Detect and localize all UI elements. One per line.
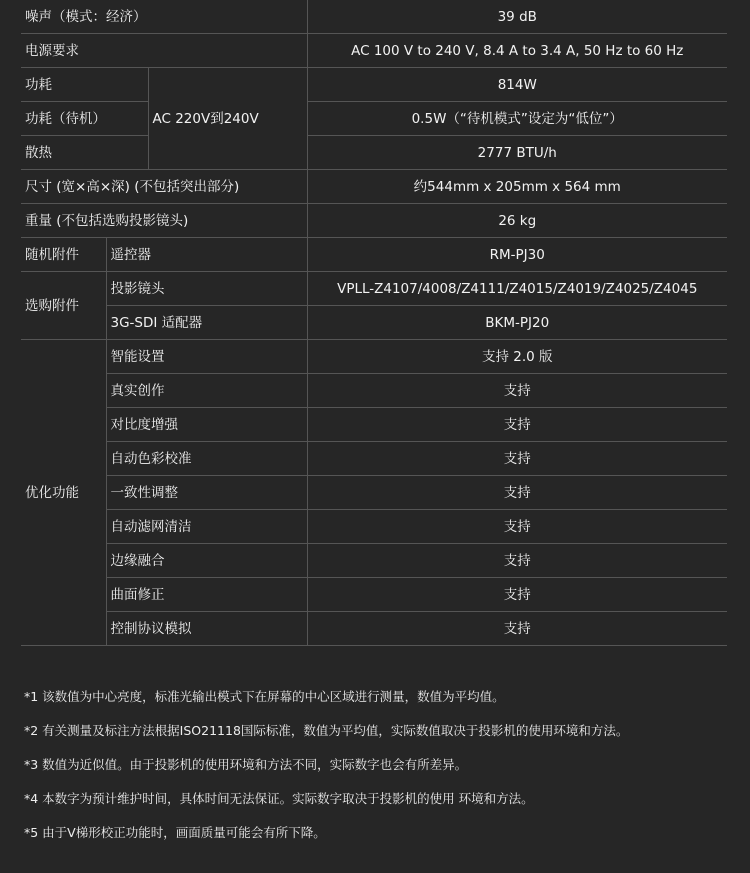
- row-label-weight: 重量 (不包括选购投影镜头): [21, 204, 307, 238]
- table-row: [21, 0, 727, 34]
- row-sub-feature: 智能设置: [106, 340, 307, 374]
- row-sub-feature: 自动滤网清洁: [106, 510, 307, 544]
- footnotes: [24, 688, 734, 858]
- row-value-feature: 支持: [307, 510, 727, 544]
- row-value-heat: 2777 BTU/h: [307, 136, 727, 170]
- row-label-features: 优化功能: [21, 340, 106, 646]
- power-group-label: AC 220V到240V: [148, 68, 307, 170]
- row-value-power: 814W: [307, 68, 727, 102]
- footnote: *1 该数值为中心亮度，标准光输出模式下在屏幕的中心区域进行测量，数值为平均值。: [24, 689, 505, 704]
- row-sub-feature: 自动色彩校准: [106, 442, 307, 476]
- table-row: [21, 238, 727, 272]
- row-value-optional-sdi: BKM-PJ20: [307, 306, 727, 340]
- table-row: [21, 544, 727, 578]
- row-sub-feature: 真实创作: [106, 374, 307, 408]
- row-value-dimensions: 约544mm x 205mm x 564 mm: [307, 170, 727, 204]
- table-row: [21, 170, 727, 204]
- row-value-feature: 支持: [307, 476, 727, 510]
- table-row: [21, 476, 727, 510]
- row-value-optional-lens: VPLL-Z4107/4008/Z4111/Z4015/Z4019/Z4025/Z4045: [307, 272, 727, 306]
- row-value-weight: 26 kg: [307, 204, 727, 238]
- row-sub-feature: 对比度增强: [106, 408, 307, 442]
- row-sub-feature: 边缘融合: [106, 544, 307, 578]
- row-label-power: 功耗: [21, 68, 148, 102]
- row-sub-feature: 曲面修正: [106, 578, 307, 612]
- row-label-power-req: 电源要求: [21, 34, 307, 68]
- row-sub-feature: 控制协议模拟: [106, 612, 307, 646]
- row-value-feature: 支持: [307, 442, 727, 476]
- table-row: [21, 102, 727, 136]
- row-value-power-req: AC 100 V to 240 V, 8.4 A to 3.4 A, 50 Hz to 60 Hz: [307, 34, 727, 68]
- row-sub-optional-sdi: 3G-SDI 适配器: [106, 306, 307, 340]
- footnote: *3 数值为近似值。由于投影机的使用环境和方法不同，实际数字也会有所差异。: [24, 757, 468, 772]
- row-value-feature: 支持: [307, 408, 727, 442]
- row-sub-optional-lens: 投影镜头: [106, 272, 307, 306]
- table-row: [21, 340, 727, 374]
- row-value-feature: 支持: [307, 544, 727, 578]
- row-value-feature: 支持: [307, 612, 727, 646]
- table-row: [21, 612, 727, 646]
- footnote: *2 有关测量及标注方法根据ISO21118国际标准，数值为平均值，实际数值取决于投影机的使用环境和方法。: [24, 723, 629, 738]
- table-row: [21, 408, 727, 442]
- row-value-standby: 0.5W（“待机模式”设定为“低位”）: [307, 102, 727, 136]
- table-row: [21, 442, 727, 476]
- table-row: [21, 204, 727, 238]
- row-sub-supplied: 遥控器: [106, 238, 307, 272]
- row-value-feature: 支持 2.0 版: [307, 340, 727, 374]
- table-row: [21, 136, 727, 170]
- footnote: *5 由于V梯形校正功能时，画面质量可能会有所下降。: [24, 825, 326, 840]
- row-value-feature: 支持: [307, 578, 727, 612]
- row-value-noise: 39 dB: [307, 0, 727, 34]
- table-row: [21, 374, 727, 408]
- table-row: [21, 68, 727, 102]
- row-label-noise: 噪声（模式：经济）: [21, 0, 307, 34]
- row-label-dimensions: 尺寸 (宽×高×深) (不包括突出部分): [21, 170, 307, 204]
- spec-table: [21, 0, 727, 646]
- table-row: [21, 34, 727, 68]
- row-label-heat: 散热: [21, 136, 148, 170]
- row-value-supplied: RM-PJ30: [307, 238, 727, 272]
- row-label-standby: 功耗（待机）: [21, 102, 148, 136]
- row-sub-feature: 一致性调整: [106, 476, 307, 510]
- row-value-feature: 支持: [307, 374, 727, 408]
- table-row: [21, 578, 727, 612]
- row-label-supplied: 随机附件: [21, 238, 106, 272]
- table-row: [21, 510, 727, 544]
- table-row: [21, 272, 727, 306]
- row-label-optional: 选购附件: [21, 272, 106, 340]
- table-row: [21, 306, 727, 340]
- footnote: *4 本数字为预计维护时间，具体时间无法保证。实际数字取决于投影机的使用 环境和方法。: [24, 791, 534, 806]
